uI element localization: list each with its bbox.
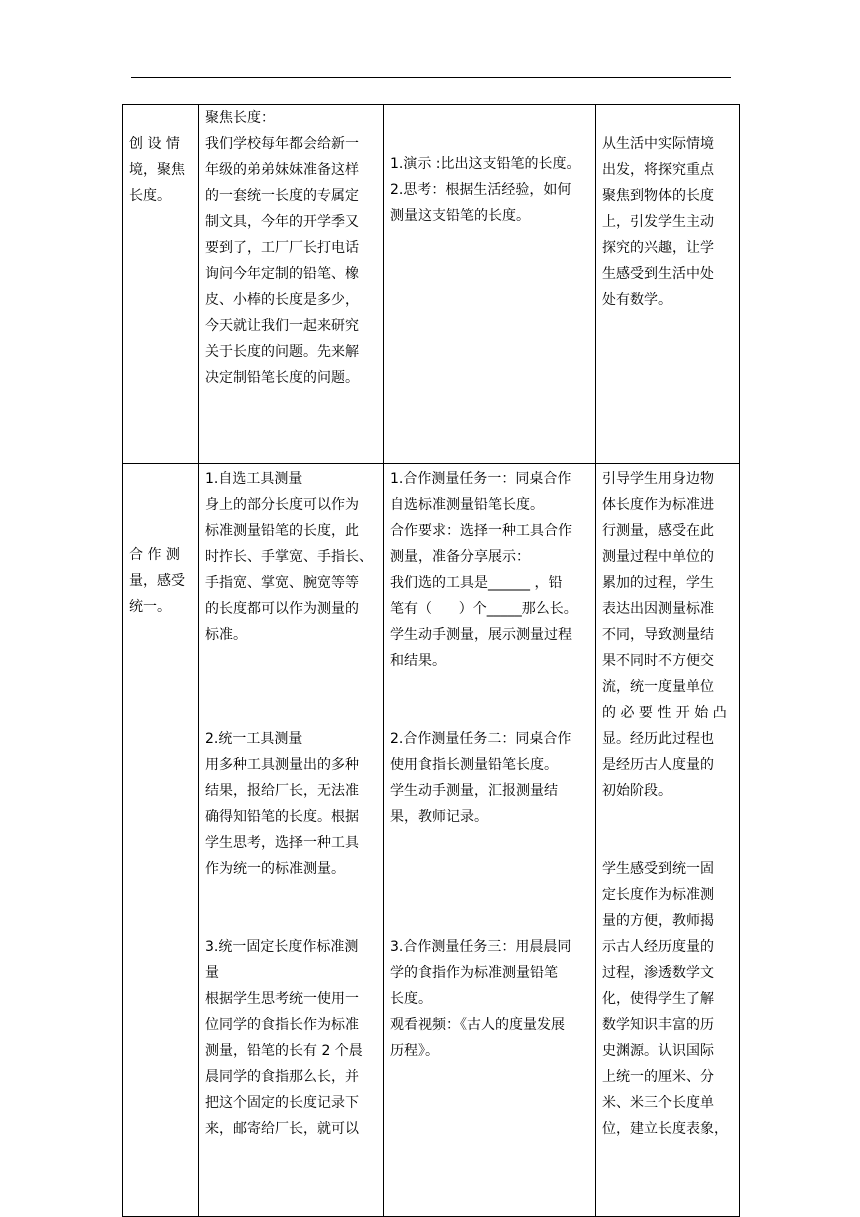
content-line: 要到了，工厂厂长打电话 bbox=[205, 240, 359, 256]
activity-line: 1.合作测量任务一：同桌合作 bbox=[390, 471, 572, 487]
intent-line: 聚焦到物体的长度 bbox=[602, 188, 714, 204]
content-line: 关于长度的问题。先来解 bbox=[205, 344, 359, 360]
lesson-plan-table bbox=[122, 104, 740, 1217]
content-line: 根据学生思考统一使用一 bbox=[205, 991, 359, 1007]
intent-block bbox=[602, 466, 733, 804]
intent-line: 体长度作为标准进 bbox=[602, 497, 714, 513]
content-line: 3.统一固定长度作标准测 bbox=[205, 939, 359, 955]
intent-line: 不同，导致测量结 bbox=[602, 627, 714, 643]
activity-cell bbox=[384, 464, 596, 1217]
intent-line: 数学知识丰富的历 bbox=[602, 1017, 714, 1033]
content-block bbox=[205, 934, 377, 1142]
activity-line: 学的食指作为标准测量铅笔 bbox=[390, 965, 558, 981]
stage-line: 量，感受 bbox=[129, 573, 185, 589]
activity-block bbox=[390, 726, 589, 830]
activity-line: 学生动手测量，汇报测量结 bbox=[390, 783, 558, 799]
content-line: 的一套统一长度的专属定 bbox=[205, 188, 359, 204]
intent-line: 示古人经历度量的 bbox=[602, 939, 714, 955]
table-row bbox=[123, 464, 740, 1217]
content-line: 手指宽、掌宽、腕宽等等 bbox=[205, 575, 359, 591]
activity-line: 和结果。 bbox=[390, 653, 446, 669]
activity-line: 长度。 bbox=[390, 991, 432, 1007]
intent-cell bbox=[596, 105, 740, 464]
activity-line: 2.思考：根据生活经验，如何 bbox=[390, 182, 572, 198]
intent-line: 出发，将探究重点 bbox=[602, 162, 714, 178]
intent-line: 上统一的厘米、分 bbox=[602, 1069, 714, 1085]
activity-block bbox=[390, 934, 589, 1064]
intent-line: 的 必 要 性 开 始 凸 bbox=[602, 705, 727, 721]
activity-line: 1.演示 :比出这支铅笔的长度。 bbox=[390, 156, 581, 172]
activity-line: 使用食指长测量铅笔长度。 bbox=[390, 757, 558, 773]
activity-line: 学生动手测量，展示测量过程 bbox=[390, 627, 572, 643]
stage-line: 合 作 测 bbox=[129, 547, 180, 563]
activity-line: 观看视频：《古人的度量发展 bbox=[390, 1017, 565, 1033]
content-line: 确得知铅笔的长度。根据 bbox=[205, 809, 359, 825]
content-line: 用多种工具测量出的多种 bbox=[205, 757, 359, 773]
activity-line: 测量，准备分享展示： bbox=[390, 549, 530, 565]
activity-line: 自选标准测量铅笔长度。 bbox=[390, 497, 544, 513]
content-line: 决定制铅笔长度的问题。 bbox=[205, 370, 359, 386]
content-line: 标准。 bbox=[205, 627, 247, 643]
content-line: 询问今年定制的铅笔、橡 bbox=[205, 266, 359, 282]
intent-line: 初始阶段。 bbox=[602, 783, 672, 799]
content-line: 我们学校每年都会给新一 bbox=[205, 136, 359, 152]
stage-cell bbox=[123, 464, 199, 1217]
header-rule bbox=[131, 77, 731, 78]
activity-line: 历程》。 bbox=[390, 1043, 439, 1059]
intent-line: 过程，渗透数学文 bbox=[602, 965, 714, 981]
activity-line: 合作要求：选择一种工具合作 bbox=[390, 523, 572, 539]
intent-line: 行测量，感受在此 bbox=[602, 523, 714, 539]
content-line: 学生思考，选择一种工具 bbox=[205, 835, 359, 851]
content-line: 的长度都可以作为测量的 bbox=[205, 601, 359, 617]
content-block bbox=[205, 726, 377, 882]
stage-line: 创 设 情 bbox=[129, 136, 180, 152]
activity-line: 我们选的工具是______ ，铅 bbox=[390, 575, 563, 591]
intent-line: 果不同时不方便交 bbox=[602, 653, 714, 669]
content-line: 量 bbox=[205, 965, 219, 981]
content-cell bbox=[199, 105, 384, 464]
intent-line: 探究的兴趣，让学 bbox=[602, 240, 714, 256]
intent-line: 引导学生用身边物 bbox=[602, 471, 714, 487]
stage-cell bbox=[123, 105, 199, 464]
intent-line: 是经历古人度量的 bbox=[602, 757, 714, 773]
content-line: 身上的部分长度可以作为 bbox=[205, 497, 359, 513]
intent-line: 显。经历此过程也 bbox=[602, 731, 714, 747]
activity-block bbox=[390, 466, 589, 674]
intent-line: 处有数学。 bbox=[602, 292, 672, 308]
intent-line: 从生活中实际情境 bbox=[602, 136, 714, 152]
content-line: 制文具，今年的开学季又 bbox=[205, 214, 359, 230]
content-line: 皮、小棒的长度是多少， bbox=[205, 292, 359, 308]
intent-line: 上，引发学生主动 bbox=[602, 214, 714, 230]
content-line: 位同学的食指长作为标准 bbox=[205, 1017, 359, 1033]
activity-cell bbox=[384, 105, 596, 464]
content-line: 把这个固定的长度记录下 bbox=[205, 1095, 359, 1111]
intent-line: 生感受到生活中处 bbox=[602, 266, 714, 282]
content-line: 标准测量铅笔的长度，此 bbox=[205, 523, 359, 539]
intent-line: 化，使得学生了解 bbox=[602, 991, 714, 1007]
activity-line: 3.合作测量任务三：用晨晨同 bbox=[390, 939, 572, 955]
content-line: 作为统一的标准测量。 bbox=[205, 861, 345, 877]
table-row bbox=[123, 105, 740, 464]
content-line: 来，邮寄给厂长，就可以 bbox=[205, 1121, 359, 1137]
intent-line: 史渊源。认识国际 bbox=[602, 1043, 714, 1059]
content-block bbox=[205, 466, 377, 648]
content-line: 晨同学的食指那么长，并 bbox=[205, 1069, 359, 1085]
content-line: 2.统一工具测量 bbox=[205, 731, 303, 747]
intent-line: 测量过程中单位的 bbox=[602, 549, 714, 565]
intent-block bbox=[602, 856, 733, 1142]
intent-line: 米、米三个长度单 bbox=[602, 1095, 714, 1111]
intent-line: 表达出因测量标准 bbox=[602, 601, 714, 617]
content-line: 年级的弟弟妹妹准备这样 bbox=[205, 162, 359, 178]
content-cell bbox=[199, 464, 384, 1217]
intent-line: 累加的过程，学生 bbox=[602, 575, 714, 591]
activity-line: 笔有（ ）个_____那么长。 bbox=[390, 601, 578, 617]
stage-line: 境，聚焦 bbox=[129, 162, 185, 178]
intent-line: 定长度作为标准测 bbox=[602, 887, 714, 903]
content-line: 今天就让我们一起来研究 bbox=[205, 318, 359, 334]
stage-line: 长度。 bbox=[129, 188, 171, 204]
content-line: 结果，报给厂长，无法准 bbox=[205, 783, 359, 799]
intent-cell bbox=[596, 464, 740, 1217]
intent-line: 学生感受到统一固 bbox=[602, 861, 714, 877]
activity-line: 果，教师记录。 bbox=[390, 809, 488, 825]
content-line: 时拃长、手掌宽、手指长、 bbox=[205, 549, 373, 565]
activity-line: 测量这支铅笔的长度。 bbox=[390, 208, 530, 224]
content-line: 1.自选工具测量 bbox=[205, 471, 303, 487]
activity-line: 2.合作测量任务二：同桌合作 bbox=[390, 731, 572, 747]
intent-line: 位，建立长度表象， bbox=[602, 1121, 728, 1137]
content-line: 聚焦长度： bbox=[205, 110, 275, 126]
intent-line: 流，统一度量单位 bbox=[602, 679, 714, 695]
intent-line: 量的方便，教师揭 bbox=[602, 913, 714, 929]
stage-line: 统一。 bbox=[129, 599, 171, 615]
content-line: 测量，铅笔的长有 2 个晨 bbox=[205, 1043, 363, 1059]
